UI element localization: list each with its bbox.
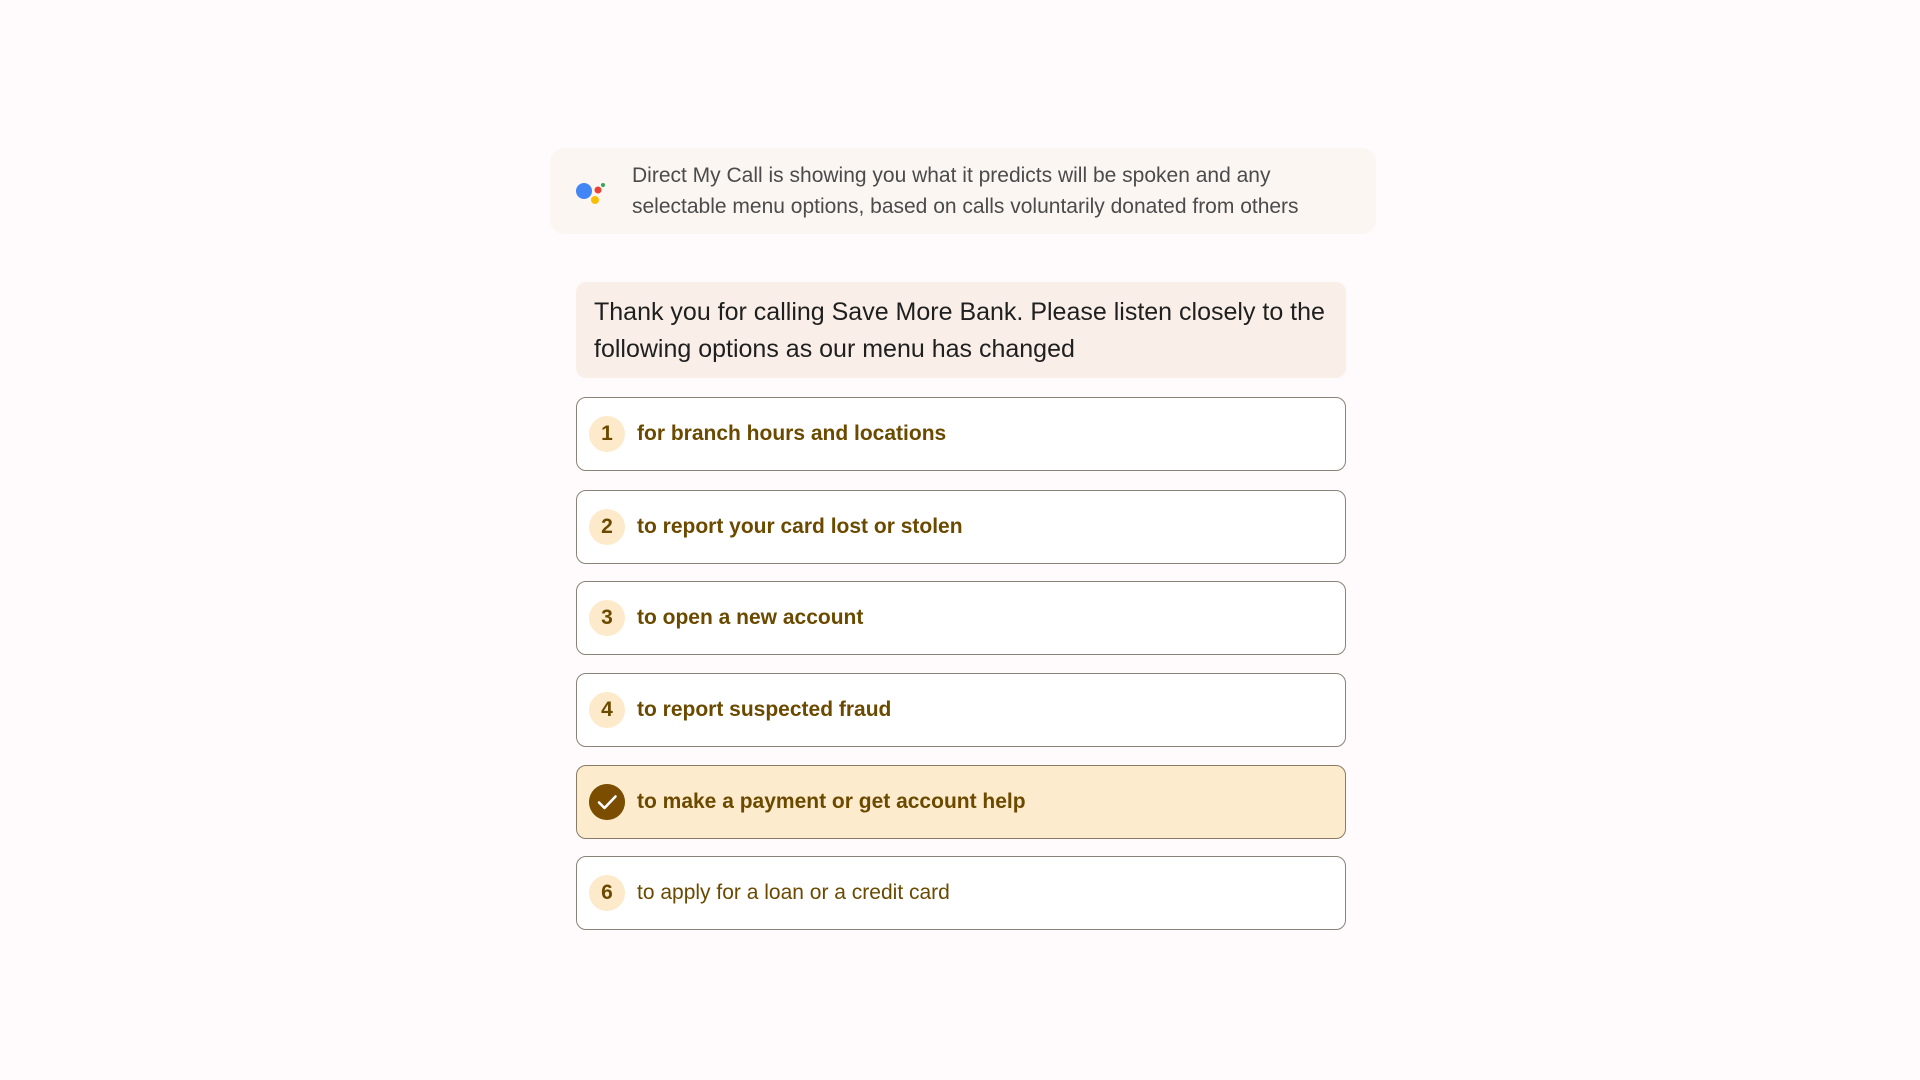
option-number-badge: 1 [589,416,625,452]
option-label: for branch hours and locations [637,422,947,445]
option-label: to apply for a loan or a credit card [637,881,950,904]
option-number-badge: 3 [589,600,625,636]
banner-text: Direct My Call is showing you what it predicts will be spoken and any selectable menu options, based on calls voluntarily donated from others [632,164,1299,218]
menu-option-6[interactable] [576,856,1346,930]
option-label: to open a new account [637,606,864,629]
predicted-speech-text: Thank you for calling Save More Bank. Please listen closely to the following options as our menu has changed [594,298,1325,363]
predicted-speech-card [576,282,1346,378]
option-number-badge: 4 [589,692,625,728]
menu-option-2[interactable] [576,490,1346,564]
menu-option-3[interactable] [576,581,1346,655]
checkmark-icon [589,784,625,820]
option-label: to make a payment or get account help [637,790,1026,813]
option-number-badge: 2 [589,509,625,545]
menu-option-4[interactable] [576,673,1346,747]
menu-option-1[interactable] [576,397,1346,471]
menu-option-5-selected[interactable] [576,765,1346,839]
option-label: to report suspected fraud [637,698,892,721]
direct-my-call-banner [550,148,1376,234]
google-assistant-icon [574,178,606,208]
option-number-badge: 6 [589,875,625,911]
option-label: to report your card lost or stolen [637,515,963,538]
